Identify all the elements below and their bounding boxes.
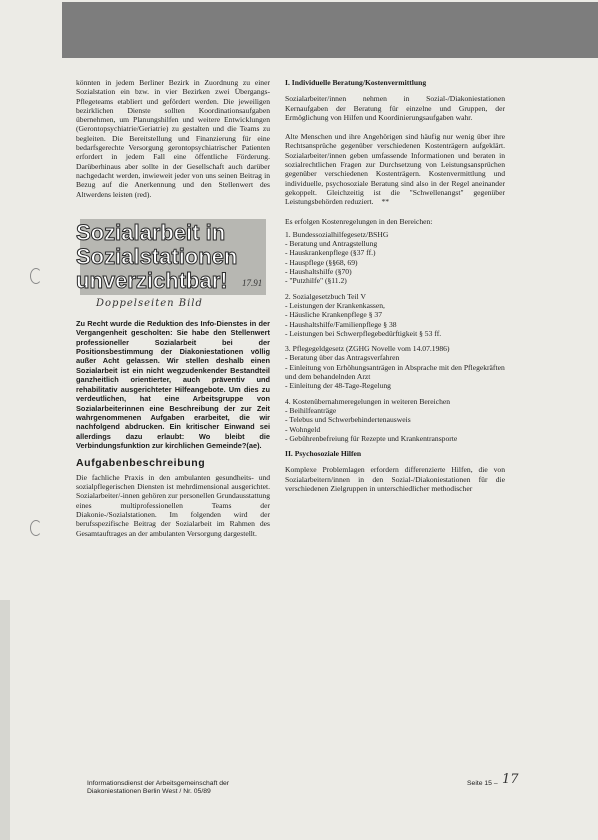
left-column	[76, 78, 270, 542]
list-item: - Haushaltshilfe (§70)	[285, 267, 352, 277]
list-item: - Leistungen bei Schwerpflegebedürftigkeit § 53 ff.	[285, 328, 442, 338]
list-item: - Gebührenbefreiung für Rezepte und Krankentransporte	[285, 433, 458, 443]
left-paragraph-2: Die fachliche Praxis in den ambulanten gesundheits- und sozialpflegerischen Diensten ist mehrdimensional ausgerichtet. Sozialarbeiter/-innen gehören zur personellen Grundausstattung eines multiprofessionellen Teams der Diakonie-/Sozialstationen. Im folgenden wird der berufsspezifische Beitrag der Sozialarbeit im Rahmen des Gesamtauftrages an der ambulanten Versorgung dargestellt.	[76, 472, 270, 538]
right-column	[285, 78, 505, 497]
list-weitere-bereiche	[285, 397, 505, 443]
list-pflegegeld	[285, 344, 505, 390]
headline-block	[76, 209, 272, 313]
list-item: - Häusliche Krankenpflege § 37	[285, 310, 382, 320]
list-item: - "Putzhilfe" (§11.2)	[285, 276, 347, 286]
list-item: - Beratung über das Antragsverfahren	[285, 353, 400, 363]
list-bshg	[285, 230, 505, 286]
footer-line-1: Informationsdienst der Arbeitsgemeinschaft der	[87, 780, 230, 787]
section-1-heading: I. Individuelle Beratung/Kostenvermittlung	[285, 78, 427, 87]
subheading: Aufgabenbeschreibung	[76, 456, 206, 469]
section-1-paragraph-1: Sozialarbeiter/innen nehmen in Sozial-/Diakoniestationen Kernaufgaben der Beratung für einzelne und Gruppen, der Ermöglichung von Hilfen und Koordinierungsaufgaben wahr.	[285, 94, 505, 122]
list-item: - Hauskrankenpflege (§37 ff.)	[285, 248, 376, 258]
section-1-paragraph-2	[285, 132, 505, 206]
footer-line-2: Diakoniestationen Berlin West / Nr. 05/89	[87, 788, 211, 795]
list-item: - Einleitung der 48-Tage-Regelung	[285, 381, 391, 391]
list-item: - Haushaltshilfe/Familienpflege § 38	[285, 319, 397, 329]
margin-mark: **	[381, 197, 390, 207]
list-item: - Beratung und Antragstellung	[285, 239, 378, 249]
page-number-handwritten: 17	[502, 772, 519, 787]
list-item: 4. Kostenübernahmeregelungen in weiteren Bereichen	[285, 396, 451, 406]
section-1-paragraph-2-text: Alte Menschen und ihre Angehörigen sind häufig nur wenig über ihre Rechtsansprüche gegenüber verschiedenen Kostenträgern aufgeklärt. Sozialarbeiter/innen geben umfassende Informationen und beraten in sozialrechtlichen Fragen zur Durchsetzung von Leistungsansprüchen gegenüber verschiedenen Kostenträgern. Kostenvermittlung und individuelle, psychosoziale Beratung sind also in der Regel aneinander gekoppelt. Gleichzeitig ist die "Schwellenangst" gegenüber Leistungsbehörden reduziert.	[285, 132, 505, 207]
left-paragraph-1: könnten in jedem Berliner Bezirk in Zuordnung zu einer Sozialstation ein bzw. in vier Bezirken zwei Übergangs-Pflegeteams etabliert und gefördert werden. Die jeweiligen bezirklichen Dienste sollten Koordinationsaufgaben übernehmen, um Planungshilfen und weitere Entwicklungen (Gerontopsychiatrie/Geriatrie) zu gestalten und die Teams zu begleiten. Die Bereitstellung und Finanzierung für eine bedarfsgerechte Versorgung gerontopsychiatrischer Patienten erfordert in jedem Fall eine öffentliche Förderung. Darüberhinaus aber sollte in der Gesellschaft auch darüber nachgedacht werden, inwieweit jeder von uns seinen Beitrag in Bezug auf die Anerkennung und den Stellenwert des Altwerdens leisten (red).	[76, 78, 270, 199]
list-item: - Telebus und Schwerbehindertenausweis	[285, 415, 411, 425]
list-item: 2. Sozialgesetzbuch Teil V	[285, 291, 367, 301]
headline: Sozialarbeit in Sozialstationen unverzichtbar!	[76, 219, 238, 293]
section-2-paragraph-1: Komplexe Problemlagen erfordern differenzierte Hilfen, die von Sozialarbeitern/innen in den Sozial-/Diakoniestationen für die verschiedenen Zielgruppen in unterschiedlicher methodischer	[285, 465, 505, 493]
list-item: 3. Pflegegeldgesetz (ZGHG Novelle vom 14.07.1986)	[285, 344, 450, 354]
page-number: Seite 15 –	[467, 780, 498, 787]
footer	[87, 780, 347, 796]
list-item: - Einleitung von Erhöhungsanträgen in Absprache mit den Pflegekräften und dem behandelnden Arzt	[285, 362, 505, 382]
list-sgb-v	[285, 292, 505, 338]
handwritten-signature: Doppelseiten Bild	[96, 297, 203, 309]
handwritten-margin-note: 17.91	[242, 277, 263, 288]
list-item: - Hauspflege (§§68, 69)	[285, 257, 358, 267]
section-2-heading: II. Psychosoziale Hilfen	[285, 449, 362, 459]
punch-hole-bottom	[30, 520, 42, 536]
header-band	[62, 2, 598, 58]
section-1-paragraph-3: Es erfolgen Kostenregelungen in den Bereichen:	[285, 216, 433, 226]
list-item: - Beihilfeanträge	[285, 405, 337, 415]
intro-bold-text: Zu Recht wurde die Reduktion des Info-Dienstes in der Vergangenheit gescholten: Sie habe den Stellenwert professioneller Sozialarbeit bei der Positionsbestimmung der Diakoniestationen völlig außer Acht gelassen. Wir stellen deshalb einen Sozialarbeit ist ein nicht wegzudenkender Bestandteil ganzheitlich orientierter, auch präventiv und rehabilitativ ausgerichteter Hilfeangebote. Um dies zu verdeutlichen, hat eine Arbeitsgruppe von Sozialarbeiterinnen eine Beschreibung der zur Zeit wahrgenommenen Aufgaben erarbeitet, die wir nachfolgend abdrucken. Ein kritischer Einwand sei allerdings dazu erlaubt: Wo bleibt die Verbindungsfunktion zur kirchlichen Gemeinde?(ae).	[76, 318, 270, 451]
list-item: - Wohngeld	[285, 424, 321, 434]
list-item: 1. Bundessozialhilfegesetz/BSHG	[285, 229, 389, 239]
punch-hole-top	[30, 268, 42, 284]
list-item: - Leistungen der Krankenkassen,	[285, 300, 385, 310]
page-edge-strip	[0, 600, 10, 840]
